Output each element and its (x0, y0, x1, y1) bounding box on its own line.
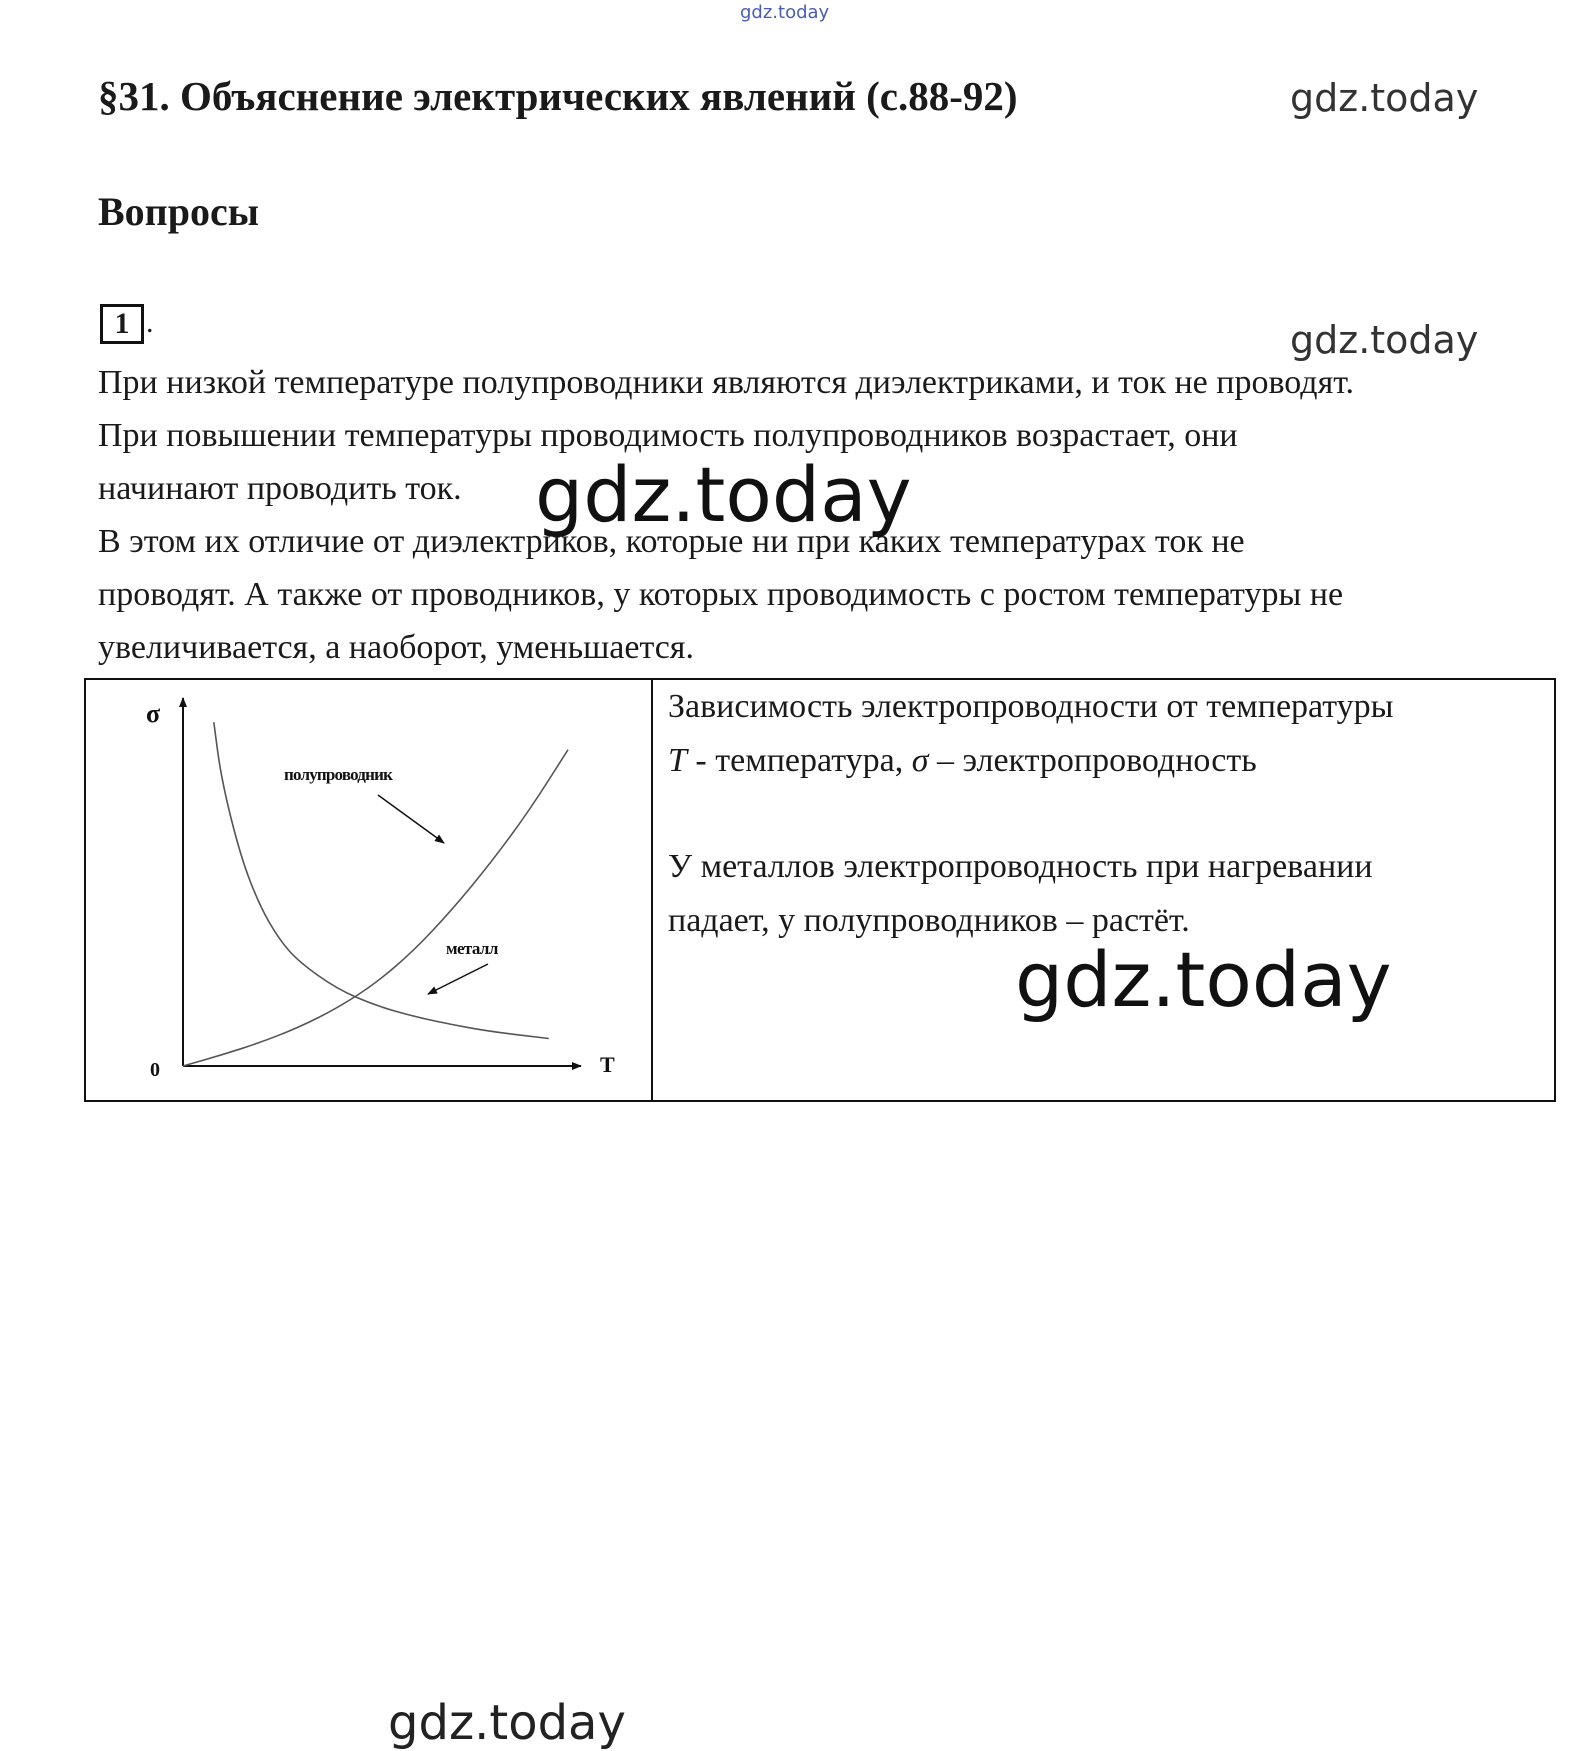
paragraph-line: При повышении температуры проводимость полупроводников возрастает, они (98, 417, 1238, 454)
symbol-sigma: σ (911, 742, 929, 779)
paragraph-line: проводят. А также от проводников, у которых проводимость с ростом температуры не (98, 576, 1344, 613)
description-line: Зависимость электропроводности от температуры (668, 688, 1394, 725)
paragraph-line: увеличивается, а наоборот, уменьшается. (98, 629, 694, 666)
x-axis-label: T (600, 1052, 615, 1077)
watermark-right-2: gdz.today (1290, 318, 1479, 362)
conductivity-chart (86, 680, 651, 1100)
watermark-graph: gdz.today (388, 1695, 626, 1751)
paragraph-line: При низкой температуре полупроводники являются диэлектриками, и ток не проводят. (98, 364, 1355, 401)
question-number-box: 1 (100, 304, 144, 344)
description-part: - температура, (695, 742, 904, 779)
watermark-center: gdz.today (535, 450, 912, 539)
description-line (668, 734, 1394, 788)
section-heading: Вопросы (98, 189, 259, 234)
chart-description (668, 680, 1394, 788)
table-divider (651, 680, 653, 1100)
y-axis-label: σ (146, 699, 161, 728)
note-line: У металлов электропроводность при нагревании (668, 848, 1373, 885)
series-line-semiconductor (183, 750, 568, 1066)
series-label-semiconductor: полупроводник (284, 765, 393, 784)
symbol-T: T (668, 742, 687, 779)
info-table (84, 678, 1556, 1751)
metal-arrow (428, 964, 488, 994)
chart-note (668, 840, 1373, 948)
page-title: §31. Объяснение электрических явлений (с.88-92) (98, 73, 1018, 119)
description-part: – электропроводность (937, 742, 1257, 779)
watermark-top: gdz.today (740, 2, 830, 23)
watermark-table-right: gdz.today (1015, 935, 1392, 1024)
question-number-dot: . (146, 306, 154, 339)
series-label-metal: металл (446, 939, 498, 958)
semiconductor-arrow (378, 795, 444, 843)
note-line: падает, у полупроводников – растёт. (668, 902, 1190, 939)
watermark-right-1: gdz.today (1290, 76, 1479, 120)
paragraph-line: начинают проводить ток. (98, 470, 462, 507)
origin-label: 0 (150, 1059, 160, 1081)
paragraph-line: В этом их отличие от диэлектриков, которые ни при каких температурах ток не (98, 523, 1245, 560)
